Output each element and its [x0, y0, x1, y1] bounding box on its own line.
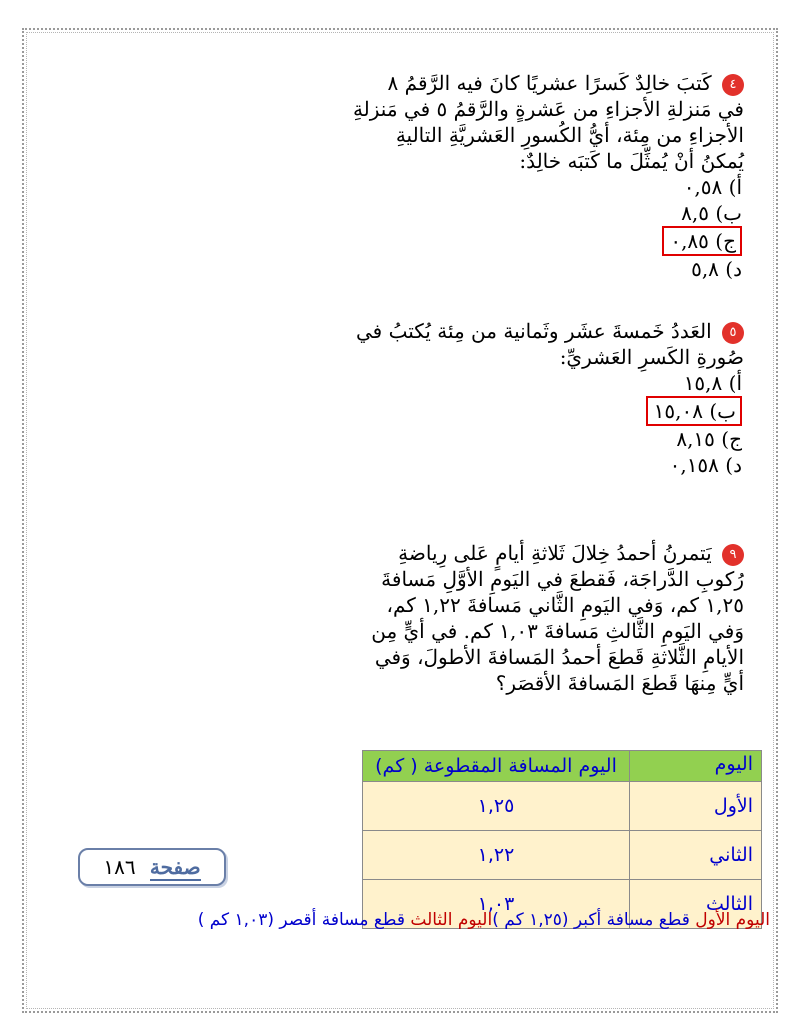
option-letter: ج): [715, 229, 736, 253]
question-4-text-2: في مَنزلةِ الأجزاءِ من عَشرةٍ والرَّقمُ ٥ في مَنزلةِ: [352, 97, 744, 121]
answer-day-longest: اليوم الأول: [695, 910, 770, 930]
question-5-text-1: العَددُ خَمسةَ عشَر وثَمانية من مِئة يُكتبُ في: [356, 319, 712, 343]
question-9-text-1: يَتمرنُ أحمدُ خِلالَ ثَلاثةِ أيامٍ عَلى رِياضةِ: [398, 541, 712, 565]
page-label: صفحة: [149, 855, 201, 879]
option-value: ١٥,٠٨: [653, 399, 703, 423]
question-4-option-a: [353, 174, 742, 200]
question-4-option-c: [353, 226, 742, 256]
answer-text-shortest: قطع مسافة أقصر (١,٠٣ كم ): [197, 910, 411, 930]
option-letter: ب): [709, 399, 736, 423]
question-4-text-1: كَتبَ خالِدٌ كَسرًا عشريًا كانَ فيه الرَّقمُ ٨: [387, 71, 712, 95]
option-value: ٠,٥٨: [683, 175, 723, 199]
question-4-option-d: [353, 256, 742, 282]
page-number-badge: [78, 848, 226, 886]
table-cell-day: الأول: [630, 782, 762, 831]
question-9-text-6: أيٍّ مِنهَا قَطعَ المَسافةَ الأقصَر؟: [495, 671, 744, 695]
question-5-option-c: [356, 426, 742, 452]
table-header-row: [363, 751, 762, 782]
question-9: [371, 540, 744, 696]
question-9-text-5: الأيامِ الثَّلاثةِ قَطعَ أحمدُ المَسافةَ الأطولَ، وَفي: [374, 645, 744, 669]
table-header-day: اليوم: [630, 751, 762, 782]
table-cell-day: الثالث: [630, 880, 762, 929]
correct-answer-box: [662, 226, 742, 256]
option-value: ٥,٨: [691, 257, 719, 281]
question-4-number-badge: ٤: [722, 74, 744, 96]
question-4-text-4: يُمكنُ أنْ يُمثِّلَ ما كَتبَه خالِدٌ:: [519, 149, 744, 173]
table-header-distance: اليوم المسافة المقطوعة ( كم): [363, 751, 630, 782]
question-9-number-badge: ٩: [722, 544, 744, 566]
question-9-text-3: ١,٢٥ كم، وَفي اليَومِ الثَّاني مَسافةَ ١,٢٢ كم،: [386, 593, 744, 617]
table-cell-day: الثاني: [630, 831, 762, 880]
question-5-line-1: [356, 318, 744, 344]
answer-text-longest: قطع مسافة أكبر (١,٢٥ كم ): [492, 910, 696, 930]
option-value: ٠,٨٥: [670, 229, 709, 253]
page-number: ١٨٦: [103, 855, 136, 879]
question-9-text-2: رُكوبِ الدَّراجَة، فَقطعَ في اليَومِ الأوَّلِ مَسافةَ: [381, 567, 744, 591]
option-letter: ب): [715, 201, 742, 225]
option-value: ٨,١٥: [676, 427, 715, 451]
table-cell-distance: ١,٠٣: [363, 880, 630, 929]
question-5-option-d: [356, 452, 742, 478]
option-value: ٨,٥: [681, 201, 709, 225]
question-4: [353, 70, 744, 282]
option-letter: ج): [721, 427, 742, 451]
answer-line: [30, 910, 770, 930]
question-9-line-1: [371, 540, 744, 566]
table-row: [363, 831, 762, 880]
question-5-text-2: صُورةِ الكَسرِ العَشريِّ:: [559, 345, 744, 369]
distance-table: [362, 750, 762, 929]
question-5: [356, 318, 744, 478]
question-5-option-a: [356, 370, 742, 396]
correct-answer-box: [646, 396, 742, 426]
question-9-text-4: وَفي اليَومِ الثَّالثِ مَسافةَ ١,٠٣ كم. في أيٍّ مِن: [371, 619, 744, 643]
question-4-option-b: [353, 200, 742, 226]
option-value: ١٥,٨: [683, 371, 723, 395]
question-5-number-badge: ٥: [722, 322, 744, 344]
option-letter: د): [725, 453, 742, 477]
question-5-option-b: [356, 396, 742, 426]
table-cell-distance: ١,٢٥: [363, 782, 630, 831]
table-row: [363, 782, 762, 831]
answer-day-shortest: اليوم الثالث: [410, 910, 493, 930]
question-4-text-3: الأجزاءِ من مِئة، أيُّ الكُسورِ العَشريَّةِ التاليةِ: [395, 123, 744, 147]
option-value: ٠,١٥٨: [669, 453, 719, 477]
option-letter: أ): [728, 175, 742, 199]
table-cell-distance: ١,٢٢: [363, 831, 630, 880]
option-letter: أ): [728, 371, 742, 395]
option-letter: د): [725, 257, 742, 281]
question-4-line-1: [353, 70, 744, 96]
